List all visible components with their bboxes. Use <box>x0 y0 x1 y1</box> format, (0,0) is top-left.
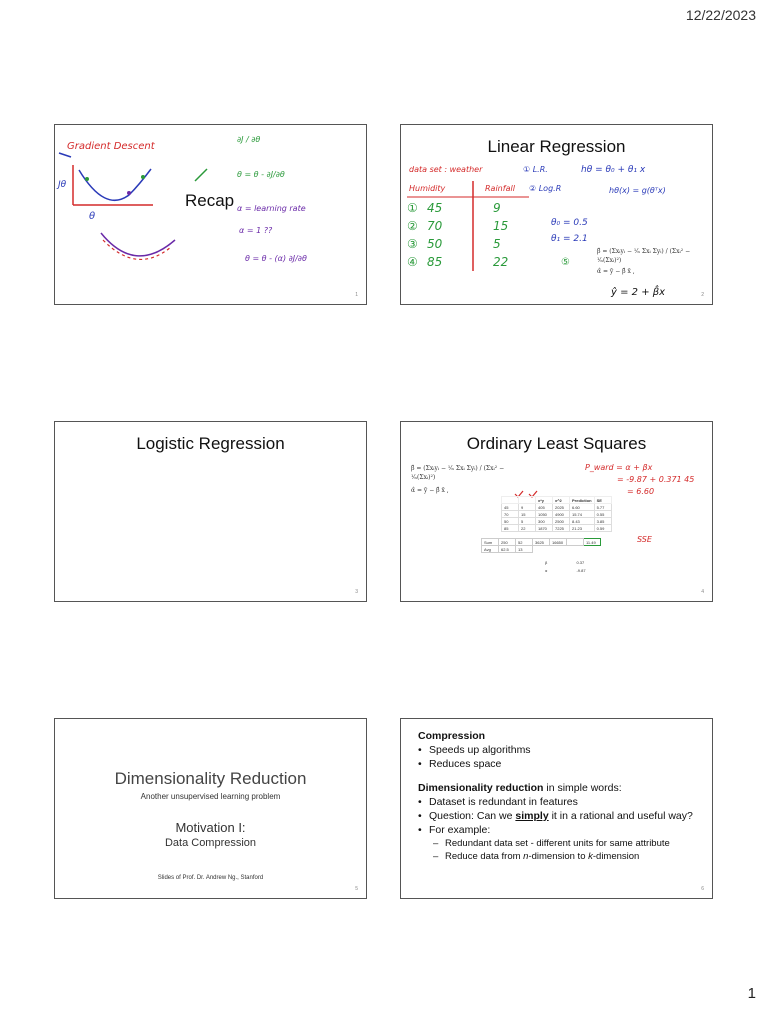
slide-compression-notes <box>400 718 713 899</box>
table-cell: 7225 <box>553 525 570 532</box>
table-cell: 21.23 <box>570 525 595 532</box>
table-header-cell: SE <box>594 497 611 504</box>
slide-title-dimred: Dimensionality Reduction <box>114 769 307 788</box>
gradient-descent-note: Gradient Descent <box>67 141 155 152</box>
table-row <box>502 525 612 532</box>
table-header-cell <box>502 497 519 504</box>
reduce-k: k <box>588 851 593 862</box>
table-cell: 70 <box>502 511 519 518</box>
ols-sum-table <box>481 538 601 553</box>
question-suffix: it in a rational and useful way? <box>548 810 693 822</box>
circle-five-note: ⑤ <box>561 257 570 268</box>
alpha-label: α <box>545 568 548 573</box>
table-cell: 13 <box>516 546 533 553</box>
partial-note: ∂J / ∂θ <box>237 135 261 144</box>
notes-body <box>418 729 702 863</box>
dimred-credit: Slides of Prof. Dr. Andrew Ng., Stanford <box>157 875 264 881</box>
table-header-cell <box>519 497 536 504</box>
table-cell: 1870 <box>536 525 553 532</box>
table-cell: 16650 <box>550 539 567 546</box>
table-cell: Sum <box>482 539 499 546</box>
humidity-value: 70 <box>427 219 443 233</box>
table-header-cell: x^2 <box>553 497 570 504</box>
dr-heading-rest: in simple words: <box>543 782 622 794</box>
table-cell: 11.49 <box>584 539 601 546</box>
compression-list <box>418 743 702 771</box>
ols-beta-formula: β̂ = (Σxᵢyᵢ − ¹⁄ₙ Σxᵢ Σyᵢ) / (Σxᵢ² − ¹⁄ₙ(Σxᵢ)²) <box>411 465 505 481</box>
dimred-motivation: Motivation I: <box>175 820 246 835</box>
dimred-compression: Data Compression <box>164 837 257 849</box>
lr-note: ① L.R. <box>523 165 548 174</box>
table-cell: 5.77 <box>594 504 611 511</box>
dr-heading-bold: Dimensionality reduction <box>418 782 544 794</box>
beta-value: 0.37 <box>576 560 585 565</box>
compression-heading: Compression <box>418 730 486 742</box>
logr-note: ② Log.R <box>529 184 562 193</box>
table-cell: 8.43 <box>570 518 595 525</box>
table-cell: 15.74 <box>570 511 595 518</box>
list-item: • Dataset is redundant in features <box>418 795 702 809</box>
humidity-value: 45 <box>427 201 443 215</box>
update-note: θ = θ - ∂J/∂θ <box>237 170 285 179</box>
table-cell: 3.85 <box>594 518 611 525</box>
list-item: • Speeds up algorithms <box>418 743 702 757</box>
alpha-result <box>545 568 586 573</box>
table-row <box>502 504 612 511</box>
table-cell: 52 <box>516 539 533 546</box>
question-item <box>418 809 702 823</box>
slide-number: 2 <box>701 292 704 298</box>
theta-label: θ <box>89 211 96 222</box>
hypothesis-note: hθ = θ₀ + θ₁ x <box>581 165 646 175</box>
row-id: ② <box>407 219 418 233</box>
avg-row <box>482 546 601 553</box>
beta-result <box>545 560 584 565</box>
slide-number: 1 <box>355 292 358 298</box>
humidity-value: 85 <box>427 255 443 269</box>
slide-title-logistic: Logistic Regression <box>136 434 285 453</box>
linear-beta-formula: β̂ = (Σxᵢyᵢ − ¹⁄ₙ Σxᵢ Σyᵢ) / (Σxᵢ² − ¹⁄ₙ(Σxᵢ)²) <box>597 248 691 264</box>
table-header-row <box>502 497 612 504</box>
slide-logistic-regression <box>54 421 367 602</box>
sse-note: SSE <box>637 535 652 544</box>
sub-list-item: – Redundant data set - different units for same attribute <box>418 837 702 850</box>
table-cell: 0.59 <box>594 525 611 532</box>
rule-note: θ = θ - (α) ∂J/∂θ <box>245 254 307 263</box>
sub-list-item-reduce <box>418 850 702 863</box>
descent-point <box>141 175 145 179</box>
descent-point <box>85 177 89 181</box>
j-theta-label: Jθ <box>58 180 67 190</box>
slide-number: 5 <box>355 886 358 892</box>
slide-dimensionality-reduction <box>54 718 367 899</box>
beta-label: β <box>545 560 548 565</box>
reduce-n: n <box>523 851 529 862</box>
table-cell: 22 <box>519 525 536 532</box>
theta0-note: θ₀ = 0.5 <box>551 218 588 228</box>
table-cell: 250 <box>499 539 516 546</box>
slide-number: 6 <box>701 886 704 892</box>
dr-heading <box>418 781 702 795</box>
page-date: 12/22/2023 <box>685 7 756 23</box>
slide-title-linear: Linear Regression <box>487 137 626 156</box>
slide-title-ols: Ordinary Least Squares <box>466 434 647 453</box>
table-cell: 405 <box>536 504 553 511</box>
dataset-note: data set : weather <box>409 165 483 174</box>
alpha-question-note: α = 1 ?? <box>239 226 273 235</box>
alpha-note: α = learning rate <box>237 204 306 213</box>
arrow-mark <box>195 169 207 181</box>
yhat-note: ŷ = 2 + β̂x <box>611 287 666 298</box>
page-number: 1 <box>747 985 756 1002</box>
logistic-hyp-note: hθ(x) = g(θᵀx) <box>609 186 666 195</box>
table-cell: 1050 <box>536 511 553 518</box>
table-header-cell: Prediction <box>570 497 595 504</box>
table-cell <box>567 539 584 546</box>
table-cell: 15 <box>519 511 536 518</box>
table-row <box>502 518 612 525</box>
alpha-value: -9.87 <box>576 568 586 573</box>
table-cell: 9 <box>519 504 536 511</box>
slide-number: 4 <box>701 589 704 595</box>
reduce-suffix: -dimension <box>592 851 640 862</box>
table-cell: 85 <box>502 525 519 532</box>
prediction-note: P_ward = α + βx <box>585 463 653 472</box>
cost-curve <box>79 169 151 200</box>
table-cell: 5 <box>519 518 536 525</box>
rainfall-value: 9 <box>493 201 501 215</box>
slide-linear-regression <box>400 124 713 305</box>
reduce-prefix: Reduce data from <box>445 851 524 862</box>
table-cell: Avg <box>482 546 499 553</box>
slide-number: 3 <box>355 589 358 595</box>
descent-point <box>127 191 131 195</box>
humidity-value: 50 <box>427 237 443 251</box>
ols-alpha-formula: α̂ = ȳ − β̂ x̄ , <box>411 487 449 494</box>
table-cell: 2500 <box>553 518 570 525</box>
table-cell: 3625 <box>533 539 550 546</box>
row-id: ① <box>407 201 418 215</box>
prediction-note-line3: = 6.60 <box>627 487 655 496</box>
humidity-header: Humidity <box>409 184 446 193</box>
rainfall-header: Rainfall <box>485 184 515 193</box>
linear-annotations <box>401 125 713 305</box>
list-item: • Reduces space <box>418 757 702 771</box>
rainfall-value: 22 <box>493 255 509 269</box>
reduce-mid: -dimension to <box>528 851 589 862</box>
table-cell: 0.55 <box>594 511 611 518</box>
rainfall-value: 15 <box>493 219 509 233</box>
recap-annotations <box>55 125 367 305</box>
question-prefix: Question: Can we <box>429 810 516 822</box>
row-id: ③ <box>407 237 418 251</box>
table-cell: 45 <box>502 504 519 511</box>
table-cell: 50 <box>502 518 519 525</box>
table-cell: 62.5 <box>499 546 516 553</box>
slide-ordinary-least-squares <box>400 421 713 602</box>
dr-list <box>418 795 702 863</box>
list-item: • For example: <box>418 823 702 837</box>
question-bold: simply <box>515 810 549 822</box>
dimred-subtitle: Another unsupervised learning problem <box>140 792 281 801</box>
rainfall-value: 5 <box>493 237 501 251</box>
sum-row <box>482 539 601 546</box>
arrow-mark <box>59 153 71 157</box>
table-cell: 6.60 <box>570 504 595 511</box>
ols-data-table <box>501 496 612 532</box>
table-cell: 300 <box>536 518 553 525</box>
linear-alpha-formula: α̂ = ȳ − β̂ x̄ , <box>597 268 635 275</box>
table-row <box>502 511 612 518</box>
table-cell: 4900 <box>553 511 570 518</box>
row-id: ④ <box>407 255 418 269</box>
prediction-note-line2: = -9.87 + 0.371 45 <box>617 475 695 484</box>
slide-title-recap: Recap <box>185 191 235 210</box>
theta1-note: θ₁ = 2.1 <box>551 234 588 244</box>
slide-recap <box>54 124 367 305</box>
table-cell: 2025 <box>553 504 570 511</box>
table-header-cell: x*y <box>536 497 553 504</box>
